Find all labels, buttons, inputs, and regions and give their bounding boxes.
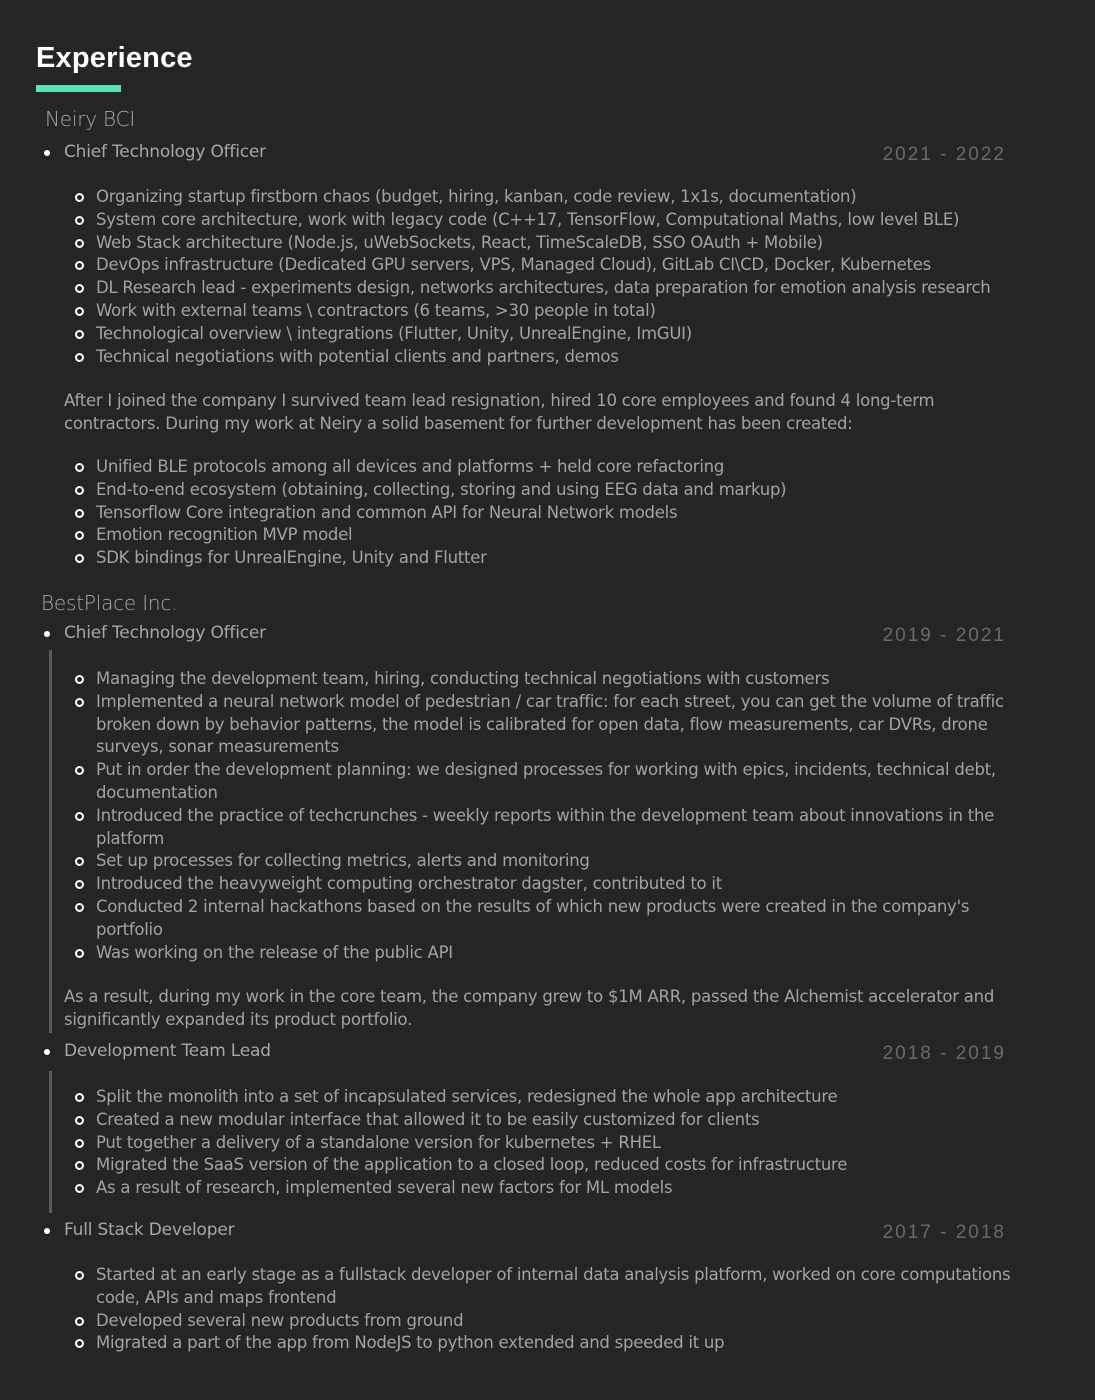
list-item-text: Set up processes for collecting metrics, alerts and monitoring xyxy=(96,851,590,871)
bullet-circle-icon xyxy=(75,531,84,540)
list-item xyxy=(74,1132,1019,1155)
list-item-text: Work with external teams \ contractors (6 teams, >30 people in total) xyxy=(96,300,656,320)
section-title-underline xyxy=(36,85,121,92)
list-item xyxy=(74,942,1019,965)
list-item-text: DL Research lead - experiments design, networks architectures, data preparation for emotion analysis research xyxy=(96,278,991,298)
list-item-text: Managing the development team, hiring, conducting technical negotiations with customers xyxy=(96,669,830,688)
list-item-text: Technological overview \ integrations (Flutter, Unity, UnrealEngine, ImGUI) xyxy=(96,323,692,343)
bullet-dot-icon xyxy=(44,1049,50,1055)
list-item-text: Emotion recognition MVP model xyxy=(96,525,353,545)
role-header xyxy=(42,1041,1012,1067)
bullet-circle-icon xyxy=(75,193,84,202)
list-item-text: Implemented a neural network model of pedestrian / car traffic: for each street, you can get the volume of traffic broken down by behavior patterns, the model is calibrated for open data, flow measurements, car DVRs, drone surveys, sonar measurements xyxy=(96,691,1004,757)
role-summary: As a result, during my work in the core team, the company grew to $1M ARR, passed the Alchemist accelerator and significantly expanded its product portfolio. xyxy=(64,987,995,1029)
list-item xyxy=(74,502,1019,525)
list-item xyxy=(74,1177,1019,1200)
list-item xyxy=(74,456,1019,479)
list-item-text: Migrated a part of the app from NodeJS to python extended and speeded it up xyxy=(96,1333,725,1353)
bullet-circle-icon xyxy=(75,239,84,248)
role-header xyxy=(42,623,1012,649)
responsibilities-list xyxy=(74,668,1019,964)
role-dates: 2017 - 2018 xyxy=(882,1222,1006,1243)
list-item xyxy=(74,850,1019,873)
list-item xyxy=(74,300,1019,323)
list-item-text: Migrated the SaaS version of the application to a closed loop, reduced costs for infrastructure xyxy=(96,1155,848,1175)
list-item xyxy=(74,254,1019,277)
role-dates: 2018 - 2019 xyxy=(882,1043,1006,1064)
list-item xyxy=(74,346,1019,369)
list-item-text: System core architecture, work with legacy code (C++17, TensorFlow, Computational Maths, low level BLE) xyxy=(96,209,960,229)
list-item xyxy=(74,524,1019,547)
bullet-circle-icon xyxy=(75,857,84,866)
list-item-text: Split the monolith into a set of incapsulated services, redesigned the whole app architecture xyxy=(96,1087,838,1106)
list-item xyxy=(74,209,1019,232)
bullet-circle-icon xyxy=(75,1271,84,1280)
achievements-list xyxy=(74,456,1019,570)
list-item-text: Put together a delivery of a standalone version for kubernetes + RHEL xyxy=(96,1132,661,1152)
bullet-circle-icon xyxy=(75,675,84,684)
bullet-circle-icon xyxy=(75,1161,84,1170)
bullet-circle-icon xyxy=(75,1184,84,1193)
list-item-text: Technical negotiations with potential clients and partners, demos xyxy=(96,346,619,366)
bullet-circle-icon xyxy=(75,261,84,270)
list-item xyxy=(74,896,1019,942)
role-summary: After I joined the company I survived team lead resignation, hired 10 core employees and found 4 long-term contractors. During my work at Neiry a solid basement for further development has been created: xyxy=(64,391,935,433)
list-item xyxy=(74,1154,1019,1177)
role-title: Chief Technology Officer xyxy=(64,142,266,162)
bullet-circle-icon xyxy=(75,903,84,912)
list-item xyxy=(74,1264,1019,1310)
list-item-text: Conducted 2 internal hackathons based on the results of which new products were created in the company's portfolio xyxy=(96,896,970,939)
list-item-text: Put in order the development planning: we designed processes for working with epics, incidents, technical debt, documentation xyxy=(96,760,996,802)
list-item xyxy=(74,1332,1019,1355)
list-item-text: Was working on the release of the public API xyxy=(96,942,453,962)
role-dates: 2019 - 2021 xyxy=(882,625,1006,646)
bullet-dot-icon xyxy=(44,1228,50,1234)
bullet-circle-icon xyxy=(75,1139,84,1148)
list-item xyxy=(74,1086,1019,1109)
list-item-text: Developed several new products from ground xyxy=(96,1310,464,1330)
list-item xyxy=(74,691,1019,759)
role-title: Chief Technology Officer xyxy=(64,623,266,643)
bullet-circle-icon xyxy=(75,463,84,472)
bullet-circle-icon xyxy=(75,216,84,225)
bullet-circle-icon xyxy=(75,1317,84,1326)
bullet-circle-icon xyxy=(75,1339,84,1348)
list-item xyxy=(74,186,1019,209)
list-item-text: Web Stack architecture (Node.js, uWebSockets, React, TimeScaleDB, SSO OAuth + Mobile) xyxy=(96,232,823,252)
list-item xyxy=(74,1109,1019,1132)
bullet-circle-icon xyxy=(75,353,84,362)
list-item xyxy=(74,668,1019,691)
role-title: Development Team Lead xyxy=(64,1041,271,1061)
responsibilities-list xyxy=(74,1086,1019,1200)
responsibilities-list xyxy=(74,1264,1019,1355)
list-item xyxy=(74,805,1019,851)
list-item-text: Created a new modular interface that allowed it to be easily customized for clients xyxy=(96,1109,760,1129)
bullet-circle-icon xyxy=(75,330,84,339)
role-dates: 2021 - 2022 xyxy=(882,144,1006,165)
bullet-circle-icon xyxy=(75,949,84,958)
list-item-text: Introduced the practice of techcrunches - weekly reports within the development team about innovations in the platform xyxy=(96,805,995,848)
bullet-circle-icon xyxy=(75,1093,84,1102)
bullet-dot-icon xyxy=(44,631,50,637)
list-item-text: SDK bindings for UnrealEngine, Unity and Flutter xyxy=(96,548,487,568)
responsibilities-list xyxy=(74,186,1019,368)
list-item xyxy=(74,1310,1019,1333)
role-header xyxy=(42,1220,1012,1246)
list-item-text: Tensorflow Core integration and common API for Neural Network models xyxy=(96,502,678,522)
role-header xyxy=(42,142,1012,168)
list-item-text: End-to-end ecosystem (obtaining, collecting, storing and using EEG data and markup) xyxy=(96,479,787,499)
role-timeline-bar xyxy=(49,650,52,1033)
bullet-circle-icon xyxy=(75,554,84,563)
list-item xyxy=(74,232,1019,255)
bullet-circle-icon xyxy=(75,880,84,889)
list-item xyxy=(74,277,1019,300)
list-item xyxy=(74,547,1019,570)
list-item-text: As a result of research, implemented several new factors for ML models xyxy=(96,1178,673,1198)
list-item-text: Started at an early stage as a fullstack developer of internal data analysis platform, worked on core computations code, APIs and maps frontend xyxy=(96,1265,1011,1307)
list-item-text: Introduced the heavyweight computing orchestrator dagster, contributed to it xyxy=(96,874,722,894)
list-item-text: DevOps infrastructure (Dedicated GPU servers, VPS, Managed Cloud), GitLab CI\CD, Docker, Kubernetes xyxy=(96,255,931,275)
bullet-circle-icon xyxy=(75,284,84,293)
bullet-dot-icon xyxy=(44,150,50,156)
bullet-circle-icon xyxy=(75,812,84,821)
list-item xyxy=(74,323,1019,346)
role-title: Full Stack Developer xyxy=(64,1220,235,1240)
role-timeline-bar xyxy=(49,1071,52,1213)
section-title: Experience xyxy=(36,42,193,74)
bullet-circle-icon xyxy=(75,486,84,495)
bullet-circle-icon xyxy=(75,307,84,316)
bullet-circle-icon xyxy=(75,1116,84,1125)
company-name: Neiry BCI xyxy=(45,107,136,131)
bullet-circle-icon xyxy=(75,766,84,775)
list-item xyxy=(74,873,1019,896)
list-item xyxy=(74,759,1019,805)
list-item-text: Organizing startup firstborn chaos (budget, hiring, kanban, code review, 1x1s, documentation) xyxy=(96,187,857,206)
list-item-text: Unified BLE protocols among all devices and platforms + held core refactoring xyxy=(96,457,725,476)
list-item xyxy=(74,479,1019,502)
bullet-circle-icon xyxy=(75,698,84,707)
bullet-circle-icon xyxy=(75,509,84,518)
company-name: BestPlace Inc. xyxy=(41,591,178,615)
